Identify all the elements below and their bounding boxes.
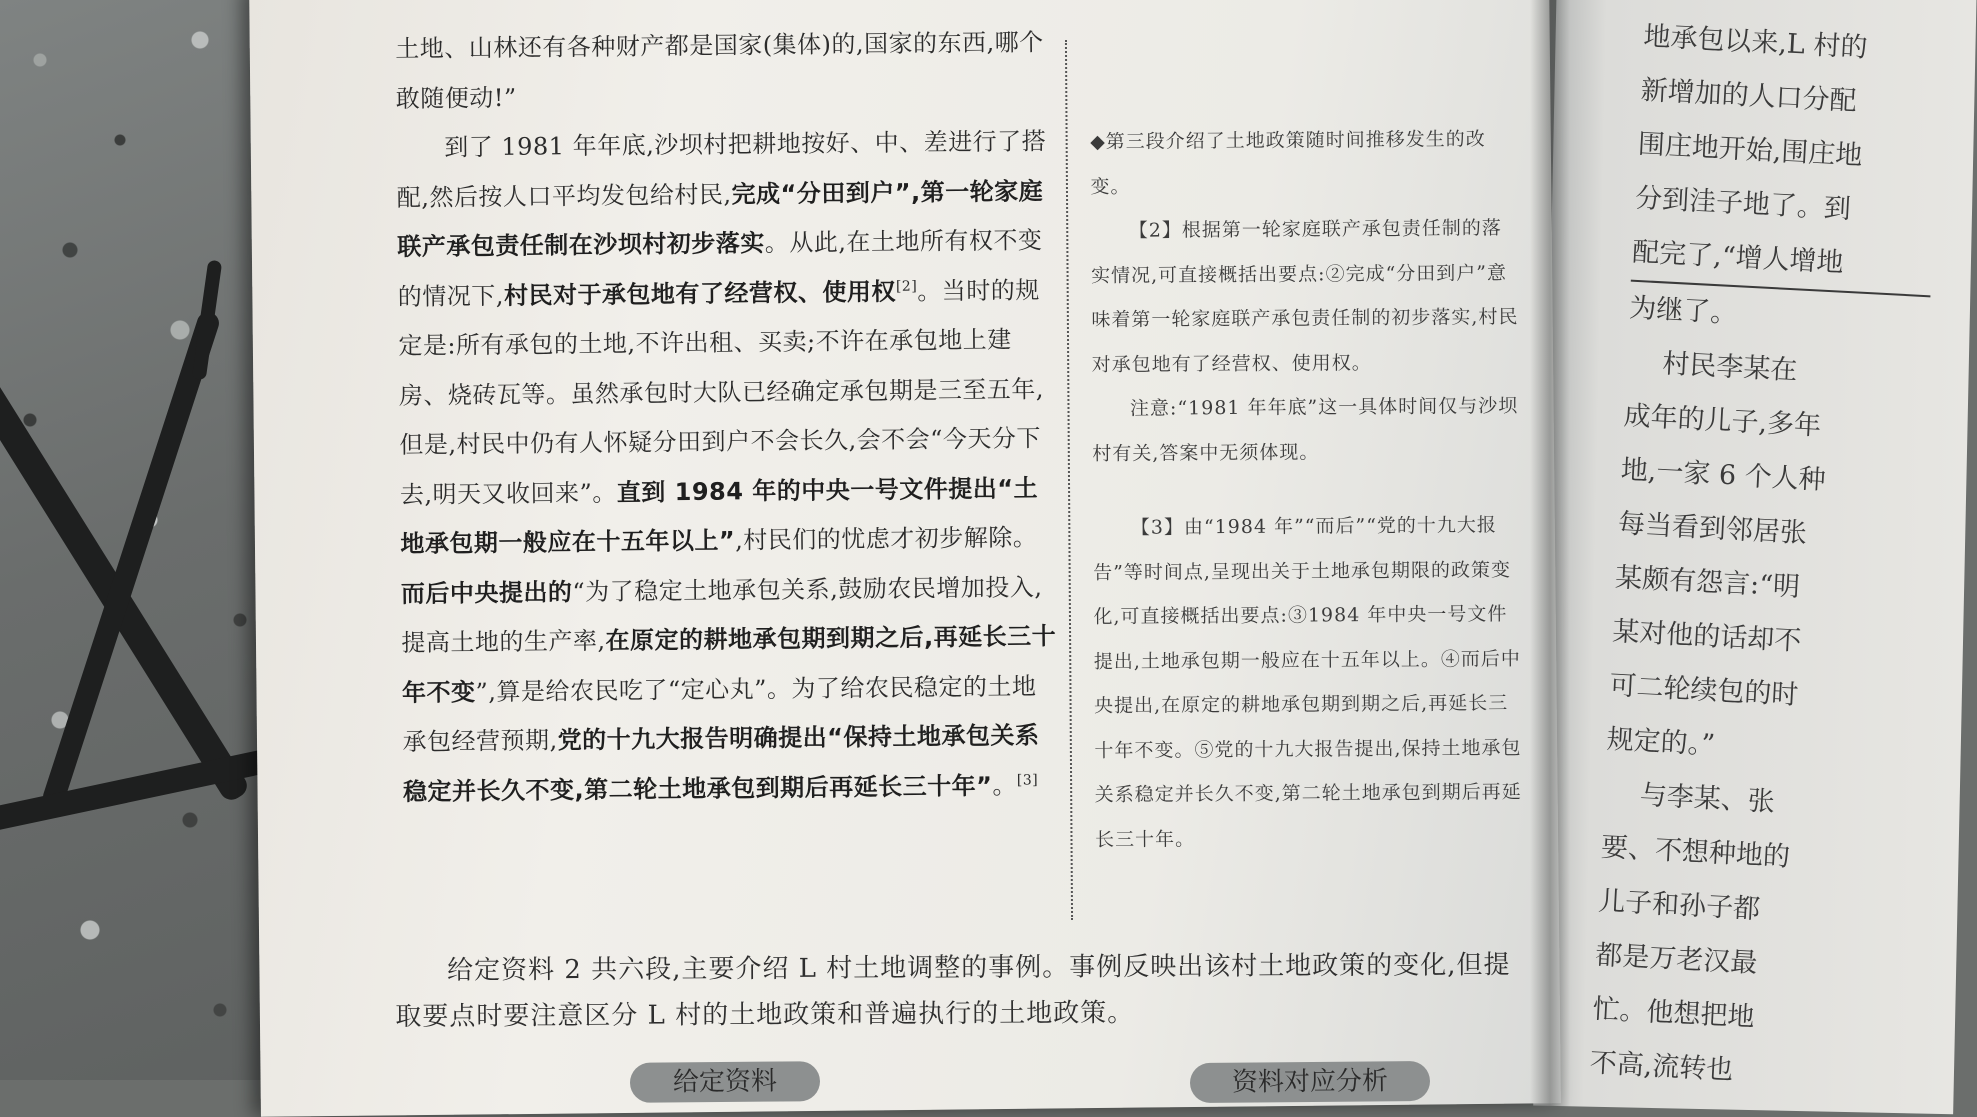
right-line: 某颇有怨言:“明 bbox=[1614, 562, 1801, 603]
right-page-text bbox=[1588, 10, 1944, 1106]
bold-run: 在原定的耕地承包期到期之后,再延长三十年不变 bbox=[401, 622, 1057, 707]
right-line: 不高,流转也 bbox=[1589, 1047, 1735, 1087]
text-run: 到了 1981 年年底,沙坝村把耕地按好、中、差进行了搭配,然后按人口平均发包给村民, bbox=[396, 127, 1047, 212]
text-run: ,村民们的忧虑才初步解除。 bbox=[735, 523, 1038, 555]
right-line: 都是万老汉最 bbox=[1594, 939, 1759, 980]
right-line: 分到洼子地了。到 bbox=[1634, 182, 1852, 226]
note-gap bbox=[1092, 473, 1522, 506]
paragraph-2 bbox=[396, 117, 1058, 817]
text-run: “为了稳定土地承包关系,鼓励农民增加投入,提高土地的生产率, bbox=[401, 572, 1043, 657]
summary-paragraph bbox=[395, 942, 1535, 1040]
note-3: 注意:“1981 年年底”这一具体时间仅与沙坝村有关,答案中无须体现。 bbox=[1092, 395, 1519, 465]
book-gutter bbox=[1530, 0, 1570, 1110]
right-line: 某对他的话却不 bbox=[1611, 616, 1802, 658]
tab-given-material: 给定资料 bbox=[630, 1061, 820, 1103]
right-line: 规定的。” bbox=[1605, 724, 1716, 761]
right-line: 可二轮续包的时 bbox=[1608, 670, 1800, 711]
note-4: 【3】由“1984 年”“而后”“党的十九大报告”等时间点,呈现出关于土地承包期限的政策变化,可直接概括出要点:③1984 年中央一号文件提出,土地承包期一般应在十五年以上。④而后中央提出,在原定的耕地承包期到期之后,再延长三十年不变。⑤党的十九大报告提出,保持土地承包关系稳定并长久不变,第二轮土地承包到期后再延长三十年。 bbox=[1093, 514, 1522, 851]
footnote-ref: [3] bbox=[1016, 771, 1039, 789]
annotation-column bbox=[1090, 117, 1525, 862]
text-run: 。当时的规定是:所有承包的土地,不许出租、买卖;不许在承包地上建房、烧砖瓦等。虽然承包时大队已经确定承包期是三至五年,但是,村民中仍有人怀疑分田到户不会长久,会不会“今天分下去,明天又收回来”。 bbox=[398, 275, 1045, 509]
right-line: 村民李某在 bbox=[1661, 348, 1799, 387]
bold-run: 而后中央提出的 bbox=[400, 577, 573, 608]
right-line: 地,一家 6 个人种 bbox=[1620, 454, 1827, 497]
right-line: 忙。他想把地 bbox=[1591, 993, 1756, 1034]
text-run: ”,算是给农民吃了“定心丸”。为了给农民稳定的土地承包经营预期, bbox=[402, 671, 1037, 756]
right-line: 要、不想种地的 bbox=[1600, 831, 1791, 873]
right-line: 与李某、张 bbox=[1639, 779, 1776, 818]
right-line: 新增加的人口分配 bbox=[1639, 74, 1858, 118]
right-line: 围庄地开始,围庄地 bbox=[1637, 128, 1864, 172]
right-line: 为继了。 bbox=[1628, 292, 1739, 330]
paragraph-1: 土地、山林还有各种财产都是国家(集体)的,国家的东西,哪个敢随便动!” bbox=[395, 28, 1044, 113]
bold-run: 村民对于承包地有了经营权、使用权 bbox=[503, 277, 897, 310]
right-line: 儿子和孙子都 bbox=[1597, 885, 1761, 926]
text-run: 。 bbox=[992, 771, 1018, 800]
note-2: 【2】根据第一轮家庭联产承包责任制的落实情况,可直接概括出要点:②完成“分田到户”意味着第一轮家庭联产承包责任制的初步落实,村民对承包地有了经营权、使用权。 bbox=[1091, 217, 1519, 376]
text-run: 。从此,在土地所有权不变的情况下, bbox=[397, 226, 1043, 311]
bold-run: 完成“分田到户”,第一轮家庭联产承包责任制在沙坝村初步落实 bbox=[397, 176, 1044, 261]
tab-material-analysis: 资料对应分析 bbox=[1190, 1061, 1430, 1103]
right-line: 每当看到邻居张 bbox=[1617, 508, 1808, 550]
bold-run: 直到 1984 年的中央一号文件提出“土地承包期一般应在十五年以上” bbox=[400, 473, 1039, 558]
summary-text: 给定资料 2 共六段,主要介绍 L 村土地调整的事例。事例反映出该村土地政策的变化,但提取要点时要注意区分 L 村的土地政策和普遍执行的土地政策。 bbox=[395, 950, 1511, 1032]
footnote-ref: [2] bbox=[895, 278, 918, 295]
bold-run: 党的十九大报告明确提出“保持土地承包关系稳定并长久不变,第二轮土地承包到期后再延长三十年” bbox=[402, 721, 1040, 806]
right-line: 成年的儿子,多年 bbox=[1622, 400, 1822, 442]
right-line: 地承包以来,L 村的 bbox=[1642, 20, 1869, 64]
right-line: 配完了,“增人增地 bbox=[1631, 226, 1934, 298]
main-text-column bbox=[395, 18, 1058, 817]
note-1: ◆第三段介绍了土地政策随时间推移发生的改变。 bbox=[1090, 128, 1486, 198]
